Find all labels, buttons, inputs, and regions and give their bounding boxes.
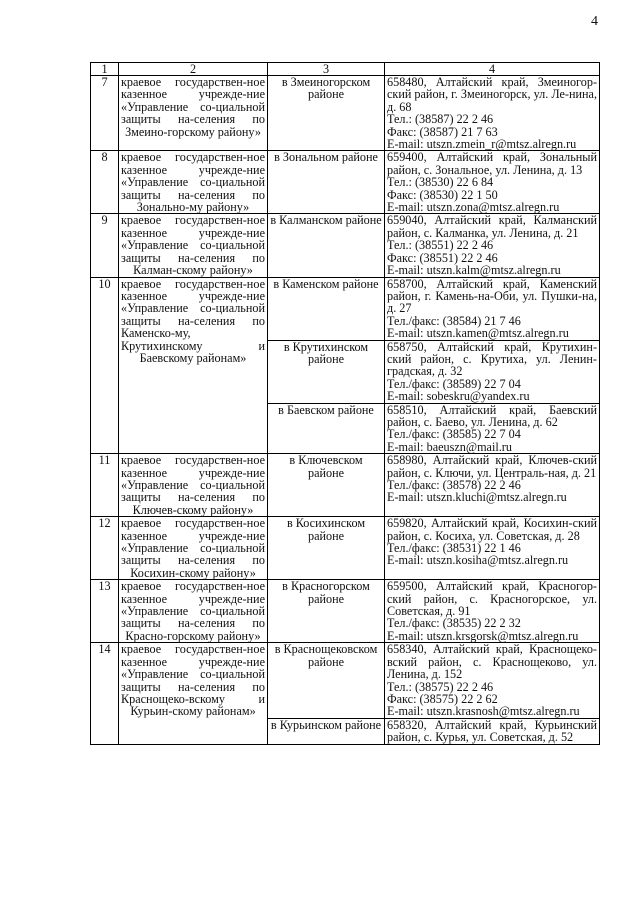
address-text: 658320, Алтайский край, Курьинский район, с. Курья, ул. Советская, д. 52 bbox=[387, 717, 601, 745]
district-name: в Змеиногорском районе bbox=[268, 76, 385, 151]
email-text: E-mail: utszn.krsgorsk@mtsz.alregn.ru bbox=[387, 628, 579, 643]
row-number: 12 bbox=[91, 517, 119, 580]
email-text: E-mail: baeuszn@mail.ru bbox=[387, 439, 512, 454]
contact-info bbox=[385, 151, 600, 214]
address-text: 658510, Алтайский край, Баевский район, с. Баево, ул. Ленина, д. 62 bbox=[387, 402, 601, 429]
header-col-4: 4 bbox=[385, 63, 600, 76]
district-name: в Крутихинском районе bbox=[268, 340, 385, 403]
phone-text: Тел./факс: (38531) 22 1 46 bbox=[387, 541, 521, 556]
row-number: 7 bbox=[91, 76, 119, 151]
row-number: 9 bbox=[91, 214, 119, 277]
header-col-3: 3 bbox=[268, 63, 385, 76]
district-name: в Каменском районе bbox=[268, 277, 385, 340]
district-name: в Косихинском районе bbox=[268, 517, 385, 580]
header-col-2: 2 bbox=[119, 63, 268, 76]
header-col-1: 1 bbox=[91, 63, 119, 76]
table-row bbox=[91, 214, 600, 277]
fax-text: Факс: (38575) 22 2 62 bbox=[387, 691, 498, 706]
contact-info bbox=[385, 403, 600, 454]
district-name: в Калманском районе bbox=[268, 214, 385, 277]
table-body bbox=[91, 76, 600, 745]
address-text: 659820, Алтайский край, Косихин-ский район, с. Косиха, ул. Советская, д. 28 bbox=[387, 516, 601, 543]
phone-text: Тел./факс: (38584) 21 7 46 bbox=[387, 313, 521, 328]
phone-text: Тел.: (38575) 22 2 46 bbox=[387, 679, 494, 694]
fax-text: Факс: (38587) 21 7 63 bbox=[387, 124, 498, 139]
institution-name: краевое государствен-ное казенное учрежде-ние «Управление со-циальной защиты на-селения по Зонально-му району» bbox=[119, 151, 268, 214]
district-name: в Красногорском районе bbox=[268, 580, 385, 643]
phone-text: Тел./факс: (38535) 22 2 32 bbox=[387, 616, 521, 631]
email-text: E-mail: utszn.krasnosh@mtsz.alregn.ru bbox=[387, 704, 580, 719]
district-name: в Ключевском районе bbox=[268, 454, 385, 517]
table-row bbox=[91, 76, 600, 151]
phone-text: Тел./факс: (38578) 22 2 46 bbox=[387, 478, 521, 492]
district-name: в Краснощековском районе bbox=[268, 643, 385, 718]
fax-text: Факс: (38530) 22 1 50 bbox=[387, 187, 498, 202]
contact-info bbox=[385, 517, 600, 580]
contact-info bbox=[385, 718, 600, 744]
page-number: 4 bbox=[591, 14, 598, 29]
table-row bbox=[91, 151, 600, 214]
contact-info bbox=[385, 454, 600, 517]
district-name: в Зональном районе bbox=[268, 151, 385, 214]
phone-text: Тел.: (38530) 22 6 84 bbox=[387, 175, 494, 190]
contact-info bbox=[385, 340, 600, 403]
row-number: 14 bbox=[91, 643, 119, 744]
contact-info bbox=[385, 76, 600, 151]
row-number: 8 bbox=[91, 151, 119, 214]
address-text: 658980, Алтайский край, Ключев-ский район, с. Ключи, ул. Централь-ная, д. 21 bbox=[387, 453, 601, 480]
phone-text: Тел./факс: (38589) 22 7 04 bbox=[387, 376, 521, 391]
institution-name: краевое государствен-ное казенное учрежде-ние «Управление со-циальной защиты на-селения по Калман-скому району» bbox=[119, 214, 268, 277]
institution-name: краевое государствен-ное казенное учрежде-ние «Управление со-циальной защиты на-селения по Косихин-скому району» bbox=[119, 517, 268, 580]
institution-name: краевое государствен-ное казенное учрежде-ние «Управление со-циальной защиты на-селения по Краснощеко-вскому и Курьин-скому районам» bbox=[119, 643, 268, 744]
row-number: 13 bbox=[91, 580, 119, 643]
table-row bbox=[91, 277, 600, 340]
email-text: E-mail: utszn.kamen@mtsz.alregn.ru bbox=[387, 326, 569, 341]
table-row bbox=[91, 454, 600, 517]
institution-name: краевое государствен-ное казенное учрежде-ние «Управление со-циальной защиты на-селения по Красно-горскому району» bbox=[119, 580, 268, 643]
table-row bbox=[91, 643, 600, 718]
institution-name: краевое государствен-ное казенное учрежде-ние «Управление со-циальной защиты на-селения по Змеино-горскому району» bbox=[119, 76, 268, 151]
row-number: 11 bbox=[91, 454, 119, 517]
email-text: E-mail: utszn.kosiha@mtsz.alregn.ru bbox=[387, 553, 569, 568]
email-text: E-mail: utszn.kluchi@mtsz.alregn.ru bbox=[387, 490, 567, 505]
address-text: 659040, Алтайский край, Калманский район, с. Калманка, ул. Ленина, д. 21 bbox=[387, 213, 601, 240]
email-text: E-mail: utszn.zmein_r@mtsz.alregn.ru bbox=[387, 137, 577, 152]
institutions-table bbox=[90, 62, 600, 745]
row-number: 10 bbox=[91, 277, 119, 454]
address-text: 658750, Алтайский край, Крутихин-ский район, с. Крутиха, ул. Ленин-градская, д. 32 bbox=[387, 339, 597, 379]
address-text: 658480, Алтайский край, Змеиногор-ский район, г. Змеиногорск, ул. Ле-нина, д. 68 bbox=[387, 75, 601, 114]
table-row bbox=[91, 517, 600, 580]
address-text: 658340, Алтайский край, Краснощеко-вский район, с. Краснощеково, ул. Ленина, д. 152 bbox=[387, 642, 601, 682]
institution-name: краевое государствен-ное казенное учрежде-ние «Управление со-циальной защиты на-селения по Ключев-скому району» bbox=[119, 454, 268, 517]
contact-info bbox=[385, 214, 600, 277]
contact-info bbox=[385, 580, 600, 643]
address-text: 659400, Алтайский край, Зональный район, с. Зональное, ул. Ленина, д. 13 bbox=[387, 150, 601, 177]
address-text: 658700, Алтайский край, Каменский район, г. Камень-на-Оби, ул. Пушки-на, д. 27 bbox=[387, 276, 601, 316]
fax-text: Факс: (38551) 22 2 46 bbox=[387, 250, 498, 265]
address-text: 659500, Алтайский край, Красногор-ский район, с. Красногорское, ул. Советская, д. 91 bbox=[387, 579, 601, 619]
table-row bbox=[91, 580, 600, 643]
contact-info bbox=[385, 643, 600, 718]
contact-info bbox=[385, 277, 600, 340]
email-text: E-mail: sobeskru@yandex.ru bbox=[387, 389, 530, 404]
email-text: E-mail: utszn.zona@mtsz.alregn.ru bbox=[387, 200, 560, 215]
email-text: E-mail: utszn.kalm@mtsz.alregn.ru bbox=[387, 263, 561, 278]
phone-text: Тел.: (38551) 22 2 46 bbox=[387, 238, 494, 253]
district-name: в Курьинском районе bbox=[268, 718, 385, 744]
phone-text: Тел./факс: (38585) 22 7 04 bbox=[387, 427, 521, 442]
phone-text: Тел.: (38587) 22 2 46 bbox=[387, 112, 494, 127]
institution-name: краевое государствен-ное казенное учрежде-ние «Управление со-циальной защиты на-селения по Каменско-му, Крутихинскому и Баевскому районам» bbox=[119, 277, 268, 454]
district-name: в Баевском районе bbox=[268, 403, 385, 454]
table-header-row bbox=[91, 63, 600, 76]
